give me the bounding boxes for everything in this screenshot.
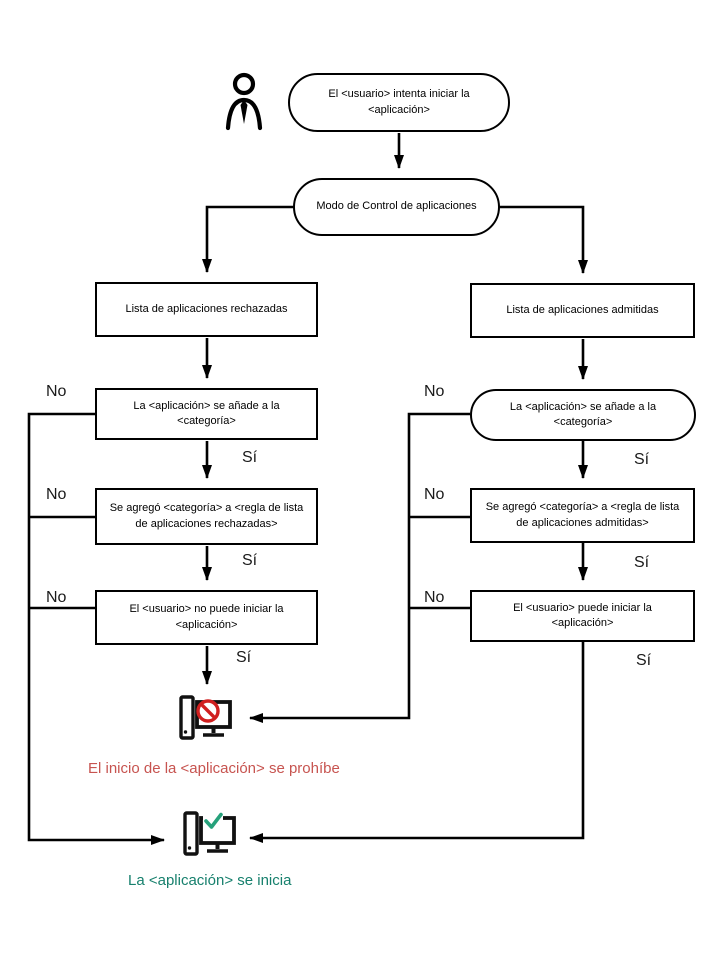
node-allowlist: Lista de aplicaciones admitidas [470,283,695,338]
node-deny-rule-check: Se agregó <categoría> a <regla de lista de aplicaciones rechazadas> [95,488,318,545]
outcome-started-text: La <aplicación> se inicia [128,872,292,889]
node-allow-rule-check: Se agregó <categoría> a <regla de lista de aplicaciones admitidas> [470,488,695,543]
label-no: No [424,486,445,503]
connector-mode-to-deny-list [207,207,295,272]
node-start: El <usuario> intenta iniciar la <aplicación> [288,73,510,132]
label-yes: Sí [236,649,252,666]
node-application-control-mode: Modo de Control de aplicaciones [293,178,500,236]
computer-ok-icon [182,810,238,860]
label-no: No [46,383,67,400]
label-yes: Sí [634,451,650,468]
label-yes: Sí [242,449,258,466]
node-allow-category-check: La <aplicación> se añade a la <categoría> [470,389,696,441]
label-yes: Sí [636,652,652,669]
node-deny-category-check: La <aplicación> se añade a la <categoría> [95,388,318,440]
label-no: No [424,589,445,606]
label-yes: Sí [634,554,650,571]
label-no: No [46,589,67,606]
connector-mode-to-allow-list [498,207,583,273]
connector-allow-no-collector-to-blocked [250,414,470,718]
node-allow-verdict: El <usuario> puede iniciar la <aplicación> [470,590,695,642]
connector-allow-verdict-yes-to-started [250,642,583,838]
label-no: No [424,383,445,400]
node-denylist: Lista de aplicaciones rechazadas [95,282,318,337]
user-icon [224,72,264,134]
label-no: No [46,486,67,503]
node-deny-verdict: El <usuario> no puede iniciar la <aplicación> [95,590,318,645]
outcome-blocked-text: El inicio de la <aplicación> se prohíbe [88,760,340,777]
label-yes: Sí [242,552,258,569]
computer-blocked-icon [178,694,234,744]
